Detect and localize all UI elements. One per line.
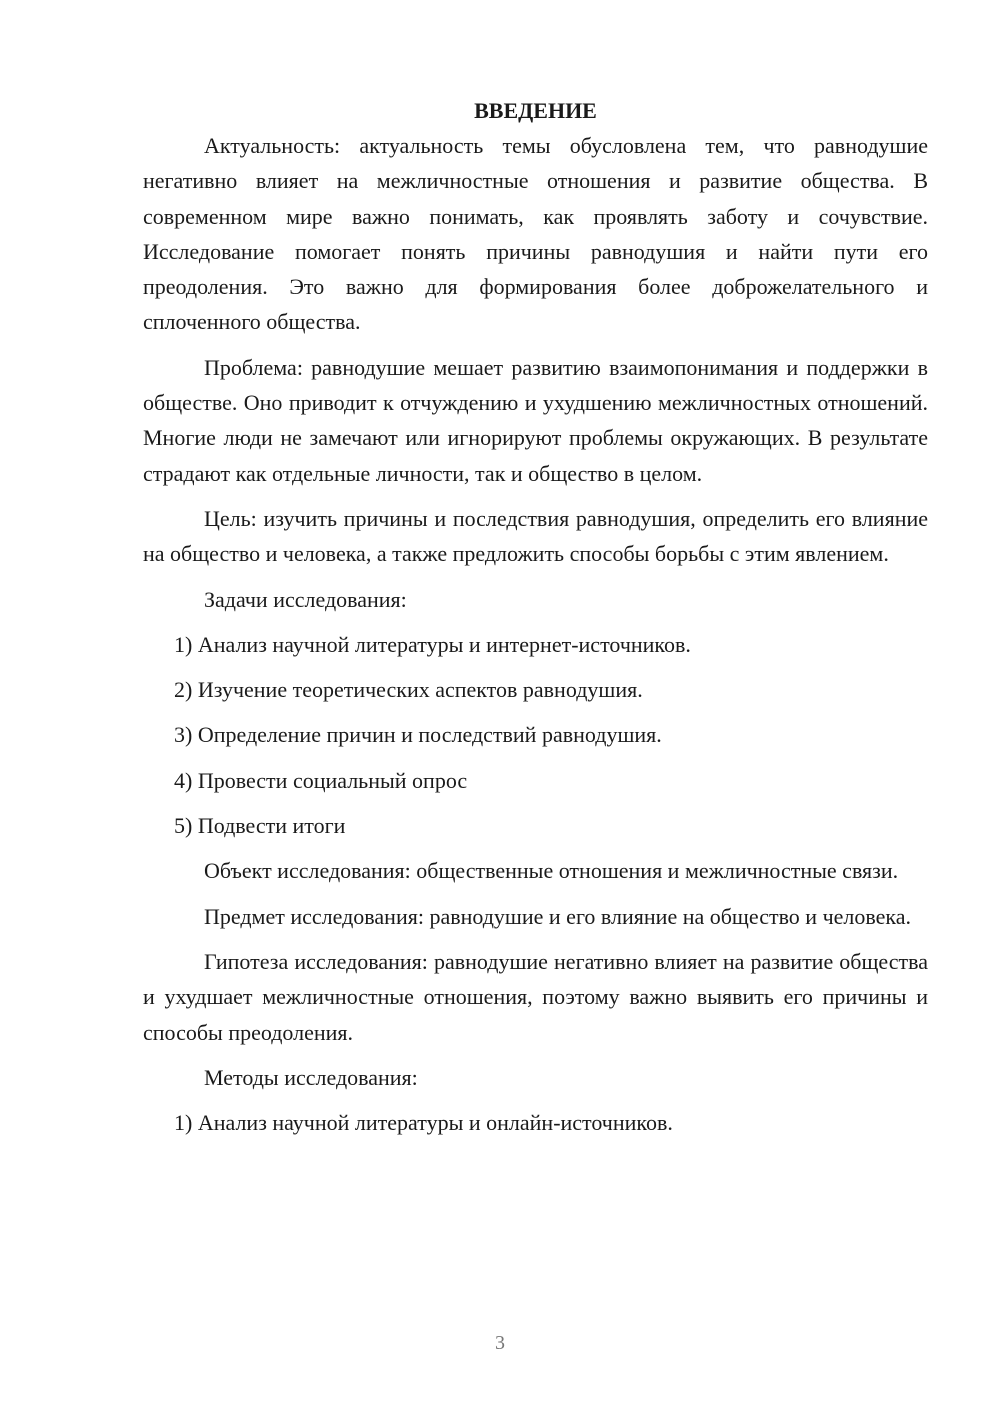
page-number: 3 [495,1332,505,1354]
problem-paragraph: Проблема: равнодушие мешает развитию взаимопонимания и поддержки в обществе. Оно приводит к отчуждению и ухудшению межличностных отношений. Многие люди не замечают или игнорируют проблемы окружающих. В результате страдают как отдельные личности, так и общество в целом. [143,354,928,486]
tasks-heading: Задачи исследования: [204,586,407,612]
hypothesis-paragraph: Гипотеза исследования: равнодушие негативно влияет на развитие общества и ухудшает межличностные отношения, поэтому важно выявить его причины и способы преодоления. [143,948,928,1045]
list-item: 4) Провести социальный опрос [174,767,468,793]
list-item: 2) Изучение теоретических аспектов равнодушия. [174,677,643,703]
actuality-paragraph: Актуальность: актуальность темы обусловлена тем, что равнодушие негативно влияет на межличностные отношения и развитие общества. В современном мире важно понимать, как проявлять заботу и сочувствие. Исследование помогает понять причины равнодушия и найти пути его преодоления. Это важно для формирования более доброжелательного и сплоченного общества. [143,133,928,335]
list-item: 5) Подвести итоги [174,813,346,839]
object-paragraph: Объект исследования: общественные отношения и межличностные связи. [204,858,899,884]
methods-heading: Методы исследования: [204,1064,418,1090]
tasks-list [143,627,928,843]
list-item: 3) Определение причин и последствий равнодушия. [174,722,662,748]
list-item: 1) Анализ научной литературы и онлайн-источников. [174,1110,673,1136]
section-title: ВВЕДЕНИЕ [474,98,597,123]
subject-paragraph: Предмет исследования: равнодушие и его влияние на общество и человека. [204,903,912,929]
list-item: 1) Анализ научной литературы и интернет-источников. [174,631,691,657]
methods-list [143,1105,928,1140]
document-page [143,93,928,1150]
goal-paragraph: Цель: изучить причины и последствия равнодушия, определить его влияние на общество и человека, а также предложить способы борьбы с этим явлением. [143,505,928,567]
